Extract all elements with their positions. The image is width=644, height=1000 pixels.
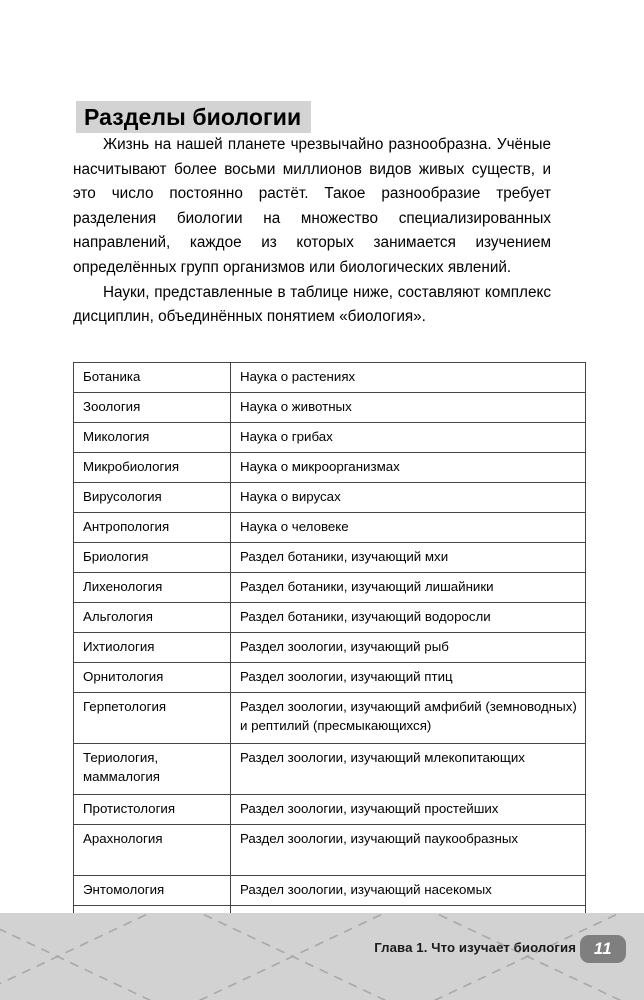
discipline-name: Зоология (74, 393, 231, 423)
discipline-name: Микробиология (74, 453, 231, 483)
table-row (74, 483, 586, 513)
table-row (74, 825, 586, 876)
discipline-name: Лихенология (74, 573, 231, 603)
discipline-name: Протистология (74, 795, 231, 825)
disciplines-table-wrapper (73, 362, 577, 936)
table-row (74, 573, 586, 603)
discipline-definition: Наука о растениях (231, 363, 586, 393)
body-text (73, 133, 551, 330)
discipline-name: Энтомология (74, 876, 231, 906)
table-row (74, 393, 586, 423)
discipline-definition: Раздел зоологии, изучающий амфибий (земноводных) и рептилий (пресмыкающихся) (231, 693, 586, 744)
discipline-definition: Раздел зоологии, изучающий птиц (231, 663, 586, 693)
discipline-name: Альгология (74, 603, 231, 633)
page-title: Разделы биологии (76, 101, 311, 133)
page-number-badge: 11 (580, 935, 626, 963)
table-row (74, 876, 586, 906)
discipline-name: Териология, маммалогия (74, 744, 231, 795)
discipline-definition: Наука о грибах (231, 423, 586, 453)
discipline-definition: Раздел зоологии, изучающий рыб (231, 633, 586, 663)
discipline-name: Ихтиология (74, 633, 231, 663)
disciplines-table-body (74, 363, 586, 936)
page-footer (0, 913, 644, 1000)
paragraph-2: Науки, представленные в таблице ниже, составляют комплекс дисциплин, объединённых понятием «биология». (73, 283, 551, 326)
discipline-definition: Наука о человеке (231, 513, 586, 543)
table-row (74, 633, 586, 663)
discipline-name: Микология (74, 423, 231, 453)
table-row (74, 795, 586, 825)
disciplines-table (73, 362, 586, 936)
table-row (74, 453, 586, 483)
table-row (74, 603, 586, 633)
table-row (74, 663, 586, 693)
discipline-definition: Раздел зоологии, изучающий паукообразных (231, 825, 586, 876)
discipline-name: Ботаника (74, 363, 231, 393)
table-row (74, 693, 586, 744)
discipline-definition: Наука о микроорганизмах (231, 453, 586, 483)
table-row (74, 744, 586, 795)
table-row (74, 423, 586, 453)
discipline-definition: Раздел ботаники, изучающий лишайники (231, 573, 586, 603)
discipline-name: Арахнология (74, 825, 231, 876)
paragraph-1: Жизнь на нашей планете чрезвычайно разнообразна. Учёные насчитывают более восьми миллионов видов живых существ, и это число постоянно растёт. Такое разнообразие требует разделения биологии на множество специализированных направлений, каждое из которых занимается изучением определённых групп организмов или биологических явлений. (73, 136, 551, 276)
discipline-name: Орнитология (74, 663, 231, 693)
table-row (74, 543, 586, 573)
discipline-name: Вирусология (74, 483, 231, 513)
table-row (74, 513, 586, 543)
discipline-definition: Раздел зоологии, изучающий простейших (231, 795, 586, 825)
discipline-name: Антропология (74, 513, 231, 543)
discipline-definition: Наука о животных (231, 393, 586, 423)
discipline-name: Герпетология (74, 693, 231, 744)
discipline-definition: Раздел ботаники, изучающий водоросли (231, 603, 586, 633)
discipline-name: Бриология (74, 543, 231, 573)
footer-decorative-lines (0, 913, 644, 1000)
discipline-definition: Раздел ботаники, изучающий мхи (231, 543, 586, 573)
discipline-definition: Раздел зоологии, изучающий насекомых (231, 876, 586, 906)
discipline-definition: Наука о вирусах (231, 483, 586, 513)
table-row (74, 363, 586, 393)
discipline-definition: Раздел зоологии, изучающий млекопитающих (231, 744, 586, 795)
chapter-label: Глава 1. Что изучает биология (374, 940, 576, 955)
